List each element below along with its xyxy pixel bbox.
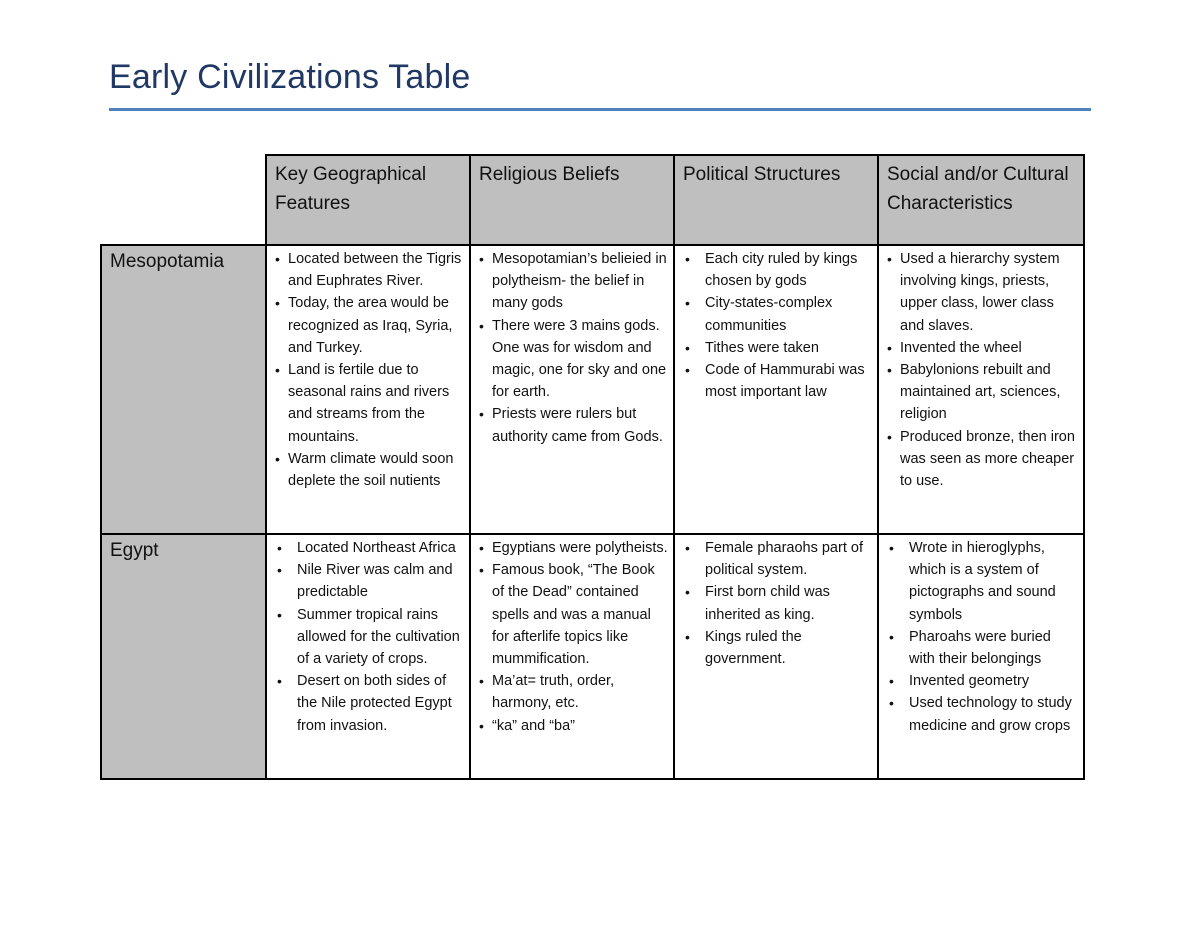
list-item: • “ka” and “ba” [477, 715, 669, 737]
table-row [101, 534, 1084, 779]
bullet-icon: • [887, 428, 892, 445]
bullet-icon: • [685, 628, 690, 645]
list-item: • Babylonions rebuilt and maintained art, sciences, religion [885, 359, 1079, 426]
list-item: • Ma’at= truth, order, harmony, etc. [477, 670, 669, 714]
cell-egypt-religion [470, 534, 674, 779]
list-item: • Used technology to study medicine and grow crops [885, 692, 1079, 736]
list-item: • Code of Hammurabi was most important law [681, 359, 873, 403]
row-header-mesopotamia: Mesopotamia [101, 245, 266, 534]
bullet-icon: • [887, 339, 892, 356]
list-item: • Tithes were taken [681, 337, 873, 359]
cell-mesopotamia-social [878, 245, 1084, 534]
bullet-icon: • [275, 450, 280, 467]
cell-egypt-geography [266, 534, 470, 779]
list-item: • Kings ruled the government. [681, 626, 873, 670]
list-item: • Used a hierarchy system involving kings, priests, upper class, lower class and slaves. [885, 248, 1079, 337]
list-item: • Located between the Tigris and Euphrates River. [273, 248, 465, 292]
bullet-icon: • [275, 362, 280, 379]
bullet-icon: • [887, 362, 892, 379]
document-title: Early Civilizations Table [109, 58, 471, 96]
bullet-icon: • [479, 406, 484, 423]
bullet-icon: • [479, 562, 484, 579]
bullet-icon: • [277, 606, 282, 623]
list-item: • Invented geometry [885, 670, 1079, 692]
list-item: • Wrote in hieroglyphs, which is a system of pictographs and sound symbols [885, 537, 1079, 626]
list-item: • Mesopotamian’s belieied in polytheism- the belief in many gods [477, 248, 669, 315]
bullet-icon: • [479, 540, 484, 556]
bullet-icon: • [277, 562, 282, 579]
list-item: • Summer tropical rains allowed for the cultivation of a variety of crops. [273, 604, 465, 671]
bullet-icon: • [889, 540, 894, 556]
bullet-icon: • [887, 251, 892, 267]
bullet-icon: • [275, 295, 280, 312]
list-item: • First born child was inherited as king. [681, 581, 873, 625]
bullet-icon: • [479, 317, 484, 334]
list-item: • Priests were rulers but authority came from Gods. [477, 403, 669, 447]
bullet-icon: • [889, 695, 894, 712]
list-item: • Pharoahs were buried with their belongings [885, 626, 1079, 670]
bullet-icon: • [277, 540, 282, 556]
cell-egypt-social [878, 534, 1084, 779]
table-corner-cell [101, 155, 266, 245]
bullet-icon: • [685, 362, 690, 379]
table-header-row [101, 155, 1084, 245]
bullet-icon: • [479, 673, 484, 690]
bullet-icon: • [889, 673, 894, 690]
bullet-icon: • [277, 673, 282, 690]
column-header-social: Social and/or Cultural Characteristics [878, 155, 1084, 245]
cell-mesopotamia-politics [674, 245, 878, 534]
list-item: • City-states-complex communities [681, 292, 873, 336]
bullet-icon: • [479, 717, 484, 734]
bullet-icon: • [685, 540, 690, 556]
list-item: • Each city ruled by kings chosen by gods [681, 248, 873, 292]
list-item: • Famous book, “The Book of the Dead” contained spells and was a manual for afterlife topics like mummification. [477, 559, 669, 670]
list-item: • Today, the area would be recognized as Iraq, Syria, and Turkey. [273, 292, 465, 359]
column-header-religion: Religious Beliefs [470, 155, 674, 245]
row-header-egypt: Egypt [101, 534, 266, 779]
bullet-icon: • [685, 251, 690, 267]
cell-egypt-politics [674, 534, 878, 779]
list-item: • Land is fertile due to seasonal rains and rivers and streams from the mountains. [273, 359, 465, 448]
list-item: • Warm climate would soon deplete the soil nutients [273, 448, 465, 492]
column-header-geography: Key Geographical Features [266, 155, 470, 245]
title-underline [109, 108, 1091, 111]
bullet-icon: • [275, 251, 280, 267]
cell-mesopotamia-geography [266, 245, 470, 534]
table-row [101, 245, 1084, 534]
list-item: • Desert on both sides of the Nile protected Egypt from invasion. [273, 670, 465, 737]
list-item: • Located Northeast Africa [273, 537, 465, 559]
list-item: • Invented the wheel [885, 337, 1079, 359]
list-item: • Nile River was calm and predictable [273, 559, 465, 603]
bullet-icon: • [685, 584, 690, 601]
cell-mesopotamia-religion [470, 245, 674, 534]
column-header-politics: Political Structures [674, 155, 878, 245]
civilizations-table [100, 154, 1085, 780]
bullet-icon: • [889, 628, 894, 645]
list-item: • Female pharaohs part of political system. [681, 537, 873, 581]
list-item: • Produced bronze, then iron was seen as more cheaper to use. [885, 426, 1079, 493]
list-item: • There were 3 mains gods. One was for wisdom and magic, one for sky and one for earth. [477, 315, 669, 404]
bullet-icon: • [685, 295, 690, 312]
bullet-icon: • [685, 339, 690, 356]
list-item: • Egyptians were polytheists. [477, 537, 669, 559]
bullet-icon: • [479, 251, 484, 267]
